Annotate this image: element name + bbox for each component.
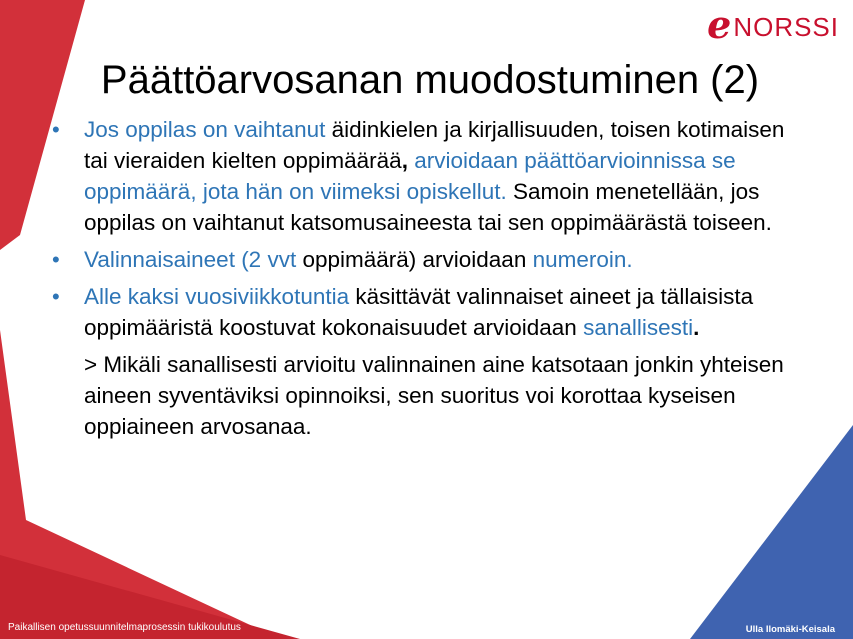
bullet-dot-icon: • [52,117,60,142]
logo-mark: e [707,2,732,47]
bullet-item [50,281,810,343]
slide-content [50,114,810,442]
note-paragraph: > Mikäli sanallisesti arvioitu valinnainen aine katsotaan jonkin yhteisen aineen syventäviksi opinnoiksi, sen suoritus voi korottaa kyseisen oppiaineen arvosanaa. [84,352,784,439]
seg: äidinkielen ja kirjallisuuden, toisen kotimaisen tai vieraiden kielten oppimäärää [84,117,785,173]
footer-author: Ulla Ilomäki-Keisala [745,624,835,635]
seg: . [693,315,700,340]
seg: numeroin. [532,247,633,272]
seg: Valinnaisaineet (2 vvt [84,247,297,272]
bullet-dot-icon: • [52,247,60,272]
seg: arvioidaan päättöarvioinnissa se oppimäärä, jota hän on viimeksi opiskellut. [84,148,736,204]
seg: Samoin menetellään, jos oppilas on vaihtanut katsomusaineesta tai sen oppimäärästä toiseen. [84,179,772,235]
seg: käsittävät valinnaiset aineet ja tällaisista oppimääristä koostuvat kokonaisuudet arvioidaan [84,284,754,340]
logo-text: NORSSI [733,12,839,42]
seg: Jos oppilas on vaihtanut [84,117,326,142]
bullet-item [50,114,810,238]
blue-triangle-bottom-right [690,425,853,639]
seg: sanallisesti [583,315,694,340]
seg: oppimäärä) arvioidaan [296,247,533,272]
bullet-item [50,244,810,275]
slide-title: Päättöarvosanan muodostuminen (2) [100,58,760,102]
bullet-dot-icon: • [52,284,60,309]
footer-left-text: Paikallisen opetussuunnitelmaprosessin tukikoulutus [8,622,241,633]
seg: Alle kaksi vuosiviikkotuntia [84,284,350,309]
seg: , [401,148,415,173]
enorssi-logo [707,2,839,47]
